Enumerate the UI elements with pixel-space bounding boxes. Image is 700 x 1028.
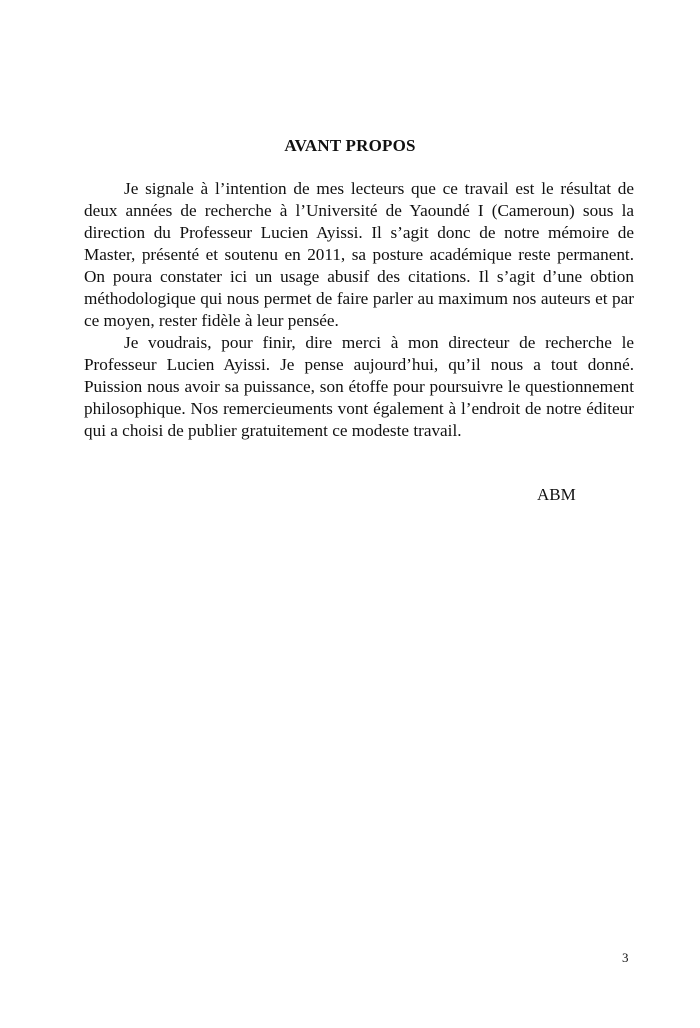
page-number: 3 (622, 950, 629, 965)
body-text (84, 178, 634, 442)
paragraph: Je signale à l’intention de mes lecteurs que ce travail est le résultat de deux années de recherche à l’Université de Yaoundé I (Cameroun) sous la direction du Professeur Lucien Ayissi. Il s’agit donc de notre mémoire de Master, présenté et soutenu en 2011, sa posture académique reste permanent. On poura constater ici un usage abusif des citations. Il s’agit d’une obtion méthodologique qui nous permet de faire parler au maximum nos auteurs et par ce moyen, rester fidèle à leur pensée. (84, 179, 634, 330)
signature: ABM (537, 485, 576, 504)
page-title: AVANT PROPOS (284, 136, 416, 155)
paragraph: Je voudrais, pour finir, dire merci à mon directeur de recherche le Professeur Lucien Ayissi. Je pense aujourd’hui, qu’il nous a tout donné. Puission nous avoir sa puissance, son étoffe pour poursuivre le questionnement philosophique. Nos remercieuments vont également à l’endroit de notre éditeur qui a choisi de publier gratuitement ce modeste travail. (84, 333, 634, 440)
